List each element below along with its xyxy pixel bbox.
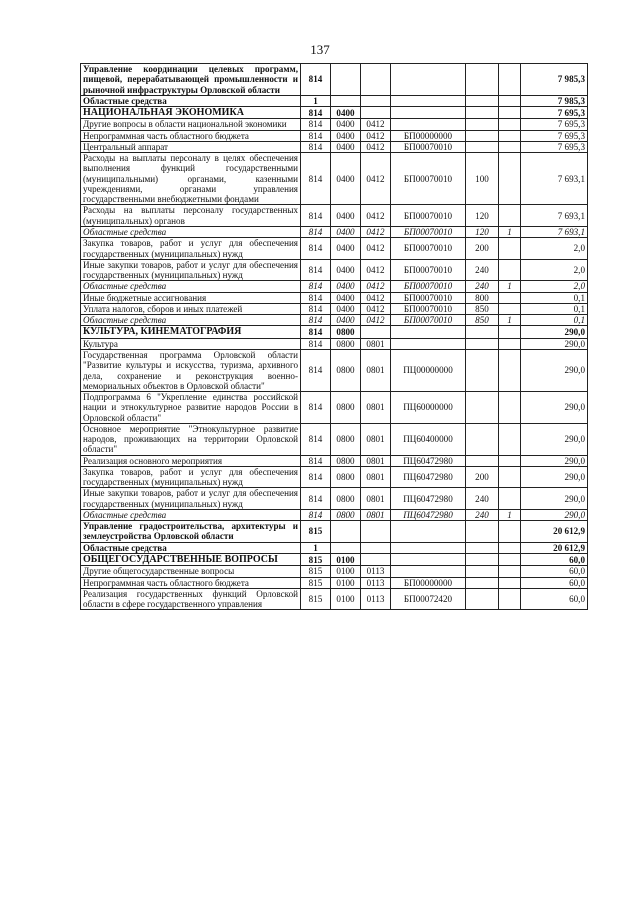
row-name-cell: Областные средства: [81, 95, 301, 106]
grbs-code-cell: 814: [301, 64, 331, 96]
amount-cell: 60,0: [521, 577, 588, 588]
section-code-cell: 0400: [331, 205, 361, 227]
grbs-code-cell: 814: [301, 259, 331, 281]
section-code-cell: 0400: [331, 227, 361, 238]
target-item-cell: ПЦ60472980: [391, 488, 466, 510]
source-cell: [499, 521, 521, 543]
target-item-cell: [391, 554, 466, 566]
target-item-cell: [391, 64, 466, 96]
subsection-code-cell: [361, 326, 391, 338]
section-code-cell: 0400: [331, 259, 361, 281]
subsection-code-cell: 0412: [361, 315, 391, 326]
grbs-code-cell: 814: [301, 315, 331, 326]
subsection-code-cell: [361, 64, 391, 96]
section-code-cell: 0400: [331, 153, 361, 205]
target-item-cell: БП00070010: [391, 281, 466, 292]
target-item-cell: БП00070010: [391, 303, 466, 314]
row-name-cell: Другие общегосударственные вопросы: [81, 566, 301, 577]
source-cell: [499, 588, 521, 610]
section-code-cell: 0800: [331, 488, 361, 510]
target-item-cell: ПЦ60472980: [391, 509, 466, 520]
grbs-code-cell: 814: [301, 349, 331, 391]
expense-type-cell: [466, 338, 499, 349]
section-code-cell: [331, 95, 361, 106]
expense-type-cell: 800: [466, 292, 499, 303]
subsection-code-cell: 0412: [361, 303, 391, 314]
section-code-cell: 0400: [331, 130, 361, 141]
expense-type-cell: [466, 107, 499, 119]
grbs-code-cell: 815: [301, 577, 331, 588]
table-row: [81, 577, 588, 588]
grbs-code-cell: 814: [301, 466, 331, 488]
source-cell: [499, 141, 521, 152]
subsection-code-cell: 0412: [361, 238, 391, 260]
target-item-cell: [391, 107, 466, 119]
subsection-code-cell: [361, 554, 391, 566]
source-cell: [499, 303, 521, 314]
target-item-cell: БП00070010: [391, 259, 466, 281]
row-name-cell: Расходы на выплаты персоналу государственных (муниципальных) органов: [81, 205, 301, 227]
grbs-code-cell: 815: [301, 554, 331, 566]
row-name-cell: Основное мероприятие "Этнокультурное развитие народов, проживающих на территории Орловской области": [81, 423, 301, 455]
subsection-code-cell: 0801: [361, 423, 391, 455]
expense-type-cell: [466, 130, 499, 141]
subsection-code-cell: [361, 521, 391, 543]
grbs-code-cell: 814: [301, 205, 331, 227]
subsection-code-cell: 0412: [361, 153, 391, 205]
expense-type-cell: 850: [466, 315, 499, 326]
grbs-code-cell: 814: [301, 238, 331, 260]
target-item-cell: БП00070010: [391, 153, 466, 205]
source-cell: [499, 338, 521, 349]
table-row: [81, 119, 588, 130]
amount-cell: 7 695,3: [521, 107, 588, 119]
expense-type-cell: [466, 554, 499, 566]
amount-cell: 290,0: [521, 466, 588, 488]
grbs-code-cell: 814: [301, 423, 331, 455]
row-name-cell: Иные закупки товаров, работ и услуг для обеспечения государственных (муниципальных) нужд: [81, 488, 301, 510]
subsection-code-cell: 0412: [361, 281, 391, 292]
section-code-cell: 0800: [331, 466, 361, 488]
section-code-cell: 0400: [331, 292, 361, 303]
expense-type-cell: 200: [466, 238, 499, 260]
amount-cell: 0,1: [521, 303, 588, 314]
subsection-code-cell: [361, 542, 391, 553]
target-item-cell: ПЦ60000000: [391, 392, 466, 424]
table-row: [81, 488, 588, 510]
source-cell: [499, 238, 521, 260]
table-row: [81, 259, 588, 281]
source-cell: 1: [499, 281, 521, 292]
source-cell: [499, 205, 521, 227]
row-name-cell: Иные бюджетные ассигнования: [81, 292, 301, 303]
row-name-cell: Областные средства: [81, 227, 301, 238]
table-row: [81, 238, 588, 260]
row-name-cell: Непрограммная часть областного бюджета: [81, 130, 301, 141]
row-name-cell: Культура: [81, 338, 301, 349]
grbs-code-cell: 814: [301, 488, 331, 510]
expense-type-cell: 240: [466, 259, 499, 281]
expense-type-cell: [466, 542, 499, 553]
grbs-code-cell: 814: [301, 303, 331, 314]
expense-type-cell: 240: [466, 509, 499, 520]
subsection-code-cell: 0412: [361, 227, 391, 238]
expense-type-cell: [466, 349, 499, 391]
table-row: [81, 466, 588, 488]
section-code-cell: 0400: [331, 238, 361, 260]
amount-cell: 290,0: [521, 455, 588, 466]
table-row: [81, 554, 588, 566]
amount-cell: 7 985,3: [521, 64, 588, 96]
row-name-cell: Расходы на выплаты персоналу в целях обеспечения выполнения функций государственными (муниципальными) органами, казенными учреждениями, органами управления государственными внебюджетными фондами: [81, 153, 301, 205]
source-cell: [499, 130, 521, 141]
amount-cell: 60,0: [521, 566, 588, 577]
table-row: [81, 153, 588, 205]
row-name-cell: ОБЩЕГОСУДАРСТВЕННЫЕ ВОПРОСЫ: [81, 554, 301, 566]
subsection-code-cell: 0801: [361, 455, 391, 466]
table-row: [81, 130, 588, 141]
expense-type-cell: [466, 521, 499, 543]
grbs-code-cell: 1: [301, 542, 331, 553]
row-name-cell: Закупка товаров, работ и услуг для обеспечения государственных (муниципальных) нужд: [81, 466, 301, 488]
expense-type-cell: [466, 119, 499, 130]
grbs-code-cell: 814: [301, 281, 331, 292]
subsection-code-cell: [361, 95, 391, 106]
table-row: [81, 95, 588, 106]
row-name-cell: Закупка товаров, работ и услуг для обеспечения государственных (муниципальных) нужд: [81, 238, 301, 260]
section-code-cell: [331, 521, 361, 543]
table-row: [81, 338, 588, 349]
amount-cell: 7 693,1: [521, 153, 588, 205]
subsection-code-cell: 0801: [361, 509, 391, 520]
amount-cell: 290,0: [521, 509, 588, 520]
target-item-cell: [391, 542, 466, 553]
amount-cell: 290,0: [521, 488, 588, 510]
table-row: [81, 326, 588, 338]
row-name-cell: Центральный аппарат: [81, 141, 301, 152]
source-cell: [499, 292, 521, 303]
table-row: [81, 509, 588, 520]
target-item-cell: ПЦ60400000: [391, 423, 466, 455]
subsection-code-cell: 0412: [361, 259, 391, 281]
grbs-code-cell: 814: [301, 107, 331, 119]
section-code-cell: 0100: [331, 554, 361, 566]
grbs-code-cell: 814: [301, 153, 331, 205]
row-name-cell: КУЛЬТУРА, КИНЕМАТОГРАФИЯ: [81, 326, 301, 338]
target-item-cell: ПЦ60472980: [391, 455, 466, 466]
source-cell: [499, 119, 521, 130]
table-row: [81, 588, 588, 610]
expense-type-cell: 200: [466, 466, 499, 488]
grbs-code-cell: 814: [301, 292, 331, 303]
expense-type-cell: [466, 423, 499, 455]
grbs-code-cell: 1: [301, 95, 331, 106]
row-name-cell: Реализация государственных функций Орловской области в сфере государственного управления: [81, 588, 301, 610]
amount-cell: 2,0: [521, 281, 588, 292]
grbs-code-cell: 815: [301, 566, 331, 577]
amount-cell: 7 695,3: [521, 130, 588, 141]
grbs-code-cell: 815: [301, 588, 331, 610]
section-code-cell: 0800: [331, 509, 361, 520]
row-name-cell: Управление координации целевых программ, пищевой, перерабатывающей промышленности и рыночной инфраструктуры Орловской области: [81, 64, 301, 96]
source-cell: 1: [499, 315, 521, 326]
expense-type-cell: [466, 577, 499, 588]
table-row: [81, 205, 588, 227]
grbs-code-cell: 814: [301, 392, 331, 424]
table-row: [81, 281, 588, 292]
table-row: [81, 455, 588, 466]
grbs-code-cell: 814: [301, 509, 331, 520]
expense-type-cell: 240: [466, 488, 499, 510]
amount-cell: 0,1: [521, 292, 588, 303]
row-name-cell: Реализация основного мероприятия: [81, 455, 301, 466]
section-code-cell: 0400: [331, 107, 361, 119]
table-row: [81, 107, 588, 119]
row-name-cell: Уплата налогов, сборов и иных платежей: [81, 303, 301, 314]
target-item-cell: БП00000000: [391, 130, 466, 141]
subsection-code-cell: 0113: [361, 588, 391, 610]
amount-cell: 60,0: [521, 588, 588, 610]
section-code-cell: [331, 64, 361, 96]
grbs-code-cell: 814: [301, 227, 331, 238]
source-cell: [499, 577, 521, 588]
amount-cell: 7 695,3: [521, 141, 588, 152]
source-cell: [499, 95, 521, 106]
table-row: [81, 542, 588, 553]
row-name-cell: НАЦИОНАЛЬНАЯ ЭКОНОМИКА: [81, 107, 301, 119]
target-item-cell: [391, 119, 466, 130]
subsection-code-cell: 0412: [361, 141, 391, 152]
amount-cell: 20 612,9: [521, 542, 588, 553]
target-item-cell: [391, 326, 466, 338]
section-code-cell: 0800: [331, 455, 361, 466]
target-item-cell: БП00070010: [391, 315, 466, 326]
subsection-code-cell: 0801: [361, 349, 391, 391]
amount-cell: 7 985,3: [521, 95, 588, 106]
amount-cell: 7 693,1: [521, 205, 588, 227]
target-item-cell: [391, 95, 466, 106]
target-item-cell: [391, 566, 466, 577]
target-item-cell: [391, 521, 466, 543]
source-cell: [499, 542, 521, 553]
expense-type-cell: [466, 95, 499, 106]
section-code-cell: 0100: [331, 566, 361, 577]
target-item-cell: БП00070010: [391, 238, 466, 260]
subsection-code-cell: [361, 107, 391, 119]
amount-cell: 60,0: [521, 554, 588, 566]
source-cell: [499, 466, 521, 488]
amount-cell: 20 612,9: [521, 521, 588, 543]
section-code-cell: 0100: [331, 588, 361, 610]
expense-type-cell: [466, 64, 499, 96]
source-cell: [499, 153, 521, 205]
source-cell: [499, 423, 521, 455]
grbs-code-cell: 815: [301, 521, 331, 543]
subsection-code-cell: 0801: [361, 488, 391, 510]
source-cell: [499, 554, 521, 566]
subsection-code-cell: 0412: [361, 119, 391, 130]
table-row: [81, 521, 588, 543]
table-row: [81, 349, 588, 391]
amount-cell: 2,0: [521, 259, 588, 281]
section-code-cell: 0800: [331, 423, 361, 455]
subsection-code-cell: 0412: [361, 292, 391, 303]
section-code-cell: 0400: [331, 315, 361, 326]
expense-type-cell: [466, 588, 499, 610]
row-name-cell: Областные средства: [81, 315, 301, 326]
target-item-cell: БП00000000: [391, 577, 466, 588]
subsection-code-cell: 0113: [361, 566, 391, 577]
target-item-cell: [391, 338, 466, 349]
table-row: [81, 303, 588, 314]
row-name-cell: Государственная программа Орловской области "Развитие культуры и искусства, туризма, архивного дела, сохранение и реконструкция военно-мемориальных объектов в Орловской области": [81, 349, 301, 391]
grbs-code-cell: 814: [301, 130, 331, 141]
table-body: [81, 64, 588, 610]
row-name-cell: Управление градостроительства, архитектуры и землеустройства Орловской области: [81, 521, 301, 543]
source-cell: [499, 455, 521, 466]
source-cell: 1: [499, 227, 521, 238]
section-code-cell: 0400: [331, 303, 361, 314]
expense-type-cell: [466, 392, 499, 424]
row-name-cell: Областные средства: [81, 542, 301, 553]
source-cell: [499, 488, 521, 510]
target-item-cell: БП00070010: [391, 205, 466, 227]
subsection-code-cell: 0801: [361, 338, 391, 349]
expense-type-cell: [466, 566, 499, 577]
amount-cell: 290,0: [521, 423, 588, 455]
expense-type-cell: 100: [466, 153, 499, 205]
expense-type-cell: [466, 141, 499, 152]
source-cell: [499, 64, 521, 96]
target-item-cell: БП00070010: [391, 227, 466, 238]
section-code-cell: 0800: [331, 392, 361, 424]
subsection-code-cell: 0113: [361, 577, 391, 588]
grbs-code-cell: 814: [301, 326, 331, 338]
source-cell: [499, 259, 521, 281]
source-cell: [499, 107, 521, 119]
row-name-cell: Областные средства: [81, 509, 301, 520]
expense-type-cell: 120: [466, 227, 499, 238]
grbs-code-cell: 814: [301, 455, 331, 466]
expense-type-cell: [466, 326, 499, 338]
table-row: [81, 292, 588, 303]
expense-type-cell: [466, 455, 499, 466]
row-name-cell: Другие вопросы в области национальной экономики: [81, 119, 301, 130]
subsection-code-cell: 0412: [361, 205, 391, 227]
section-code-cell: 0800: [331, 326, 361, 338]
source-cell: [499, 392, 521, 424]
amount-cell: 2,0: [521, 238, 588, 260]
table-row: [81, 423, 588, 455]
amount-cell: 290,0: [521, 392, 588, 424]
row-name-cell: Иные закупки товаров, работ и услуг для обеспечения государственных (муниципальных) нужд: [81, 259, 301, 281]
source-cell: [499, 349, 521, 391]
amount-cell: 290,0: [521, 338, 588, 349]
subsection-code-cell: 0801: [361, 392, 391, 424]
table-row: [81, 64, 588, 96]
page-number: 137: [310, 42, 330, 57]
section-code-cell: 0400: [331, 281, 361, 292]
amount-cell: 290,0: [521, 349, 588, 391]
table-row: [81, 392, 588, 424]
amount-cell: 7 693,1: [521, 227, 588, 238]
source-cell: [499, 566, 521, 577]
grbs-code-cell: 814: [301, 338, 331, 349]
section-code-cell: 0400: [331, 119, 361, 130]
row-name-cell: Подпрограмма 6 "Укрепление единства российской нации и этнокультурное развитие народов России в Орловской области": [81, 392, 301, 424]
section-code-cell: 0100: [331, 577, 361, 588]
target-item-cell: БП00070010: [391, 292, 466, 303]
target-item-cell: БП00072420: [391, 588, 466, 610]
expense-type-cell: 240: [466, 281, 499, 292]
row-name-cell: Областные средства: [81, 281, 301, 292]
expense-type-cell: 850: [466, 303, 499, 314]
amount-cell: 290,0: [521, 326, 588, 338]
target-item-cell: ПЦ00000000: [391, 349, 466, 391]
subsection-code-cell: 0801: [361, 466, 391, 488]
table-row: [81, 315, 588, 326]
budget-table: [80, 63, 588, 610]
subsection-code-cell: 0412: [361, 130, 391, 141]
table-row: [81, 566, 588, 577]
table-row: [81, 141, 588, 152]
source-cell: [499, 326, 521, 338]
grbs-code-cell: 814: [301, 119, 331, 130]
amount-cell: 7 695,3: [521, 119, 588, 130]
target-item-cell: БП00070010: [391, 141, 466, 152]
target-item-cell: ПЦ60472980: [391, 466, 466, 488]
section-code-cell: 0800: [331, 338, 361, 349]
table-row: [81, 227, 588, 238]
section-code-cell: 0400: [331, 141, 361, 152]
source-cell: 1: [499, 509, 521, 520]
row-name-cell: Непрограммная часть областного бюджета: [81, 577, 301, 588]
section-code-cell: [331, 542, 361, 553]
grbs-code-cell: 814: [301, 141, 331, 152]
section-code-cell: 0800: [331, 349, 361, 391]
amount-cell: 0,1: [521, 315, 588, 326]
expense-type-cell: 120: [466, 205, 499, 227]
